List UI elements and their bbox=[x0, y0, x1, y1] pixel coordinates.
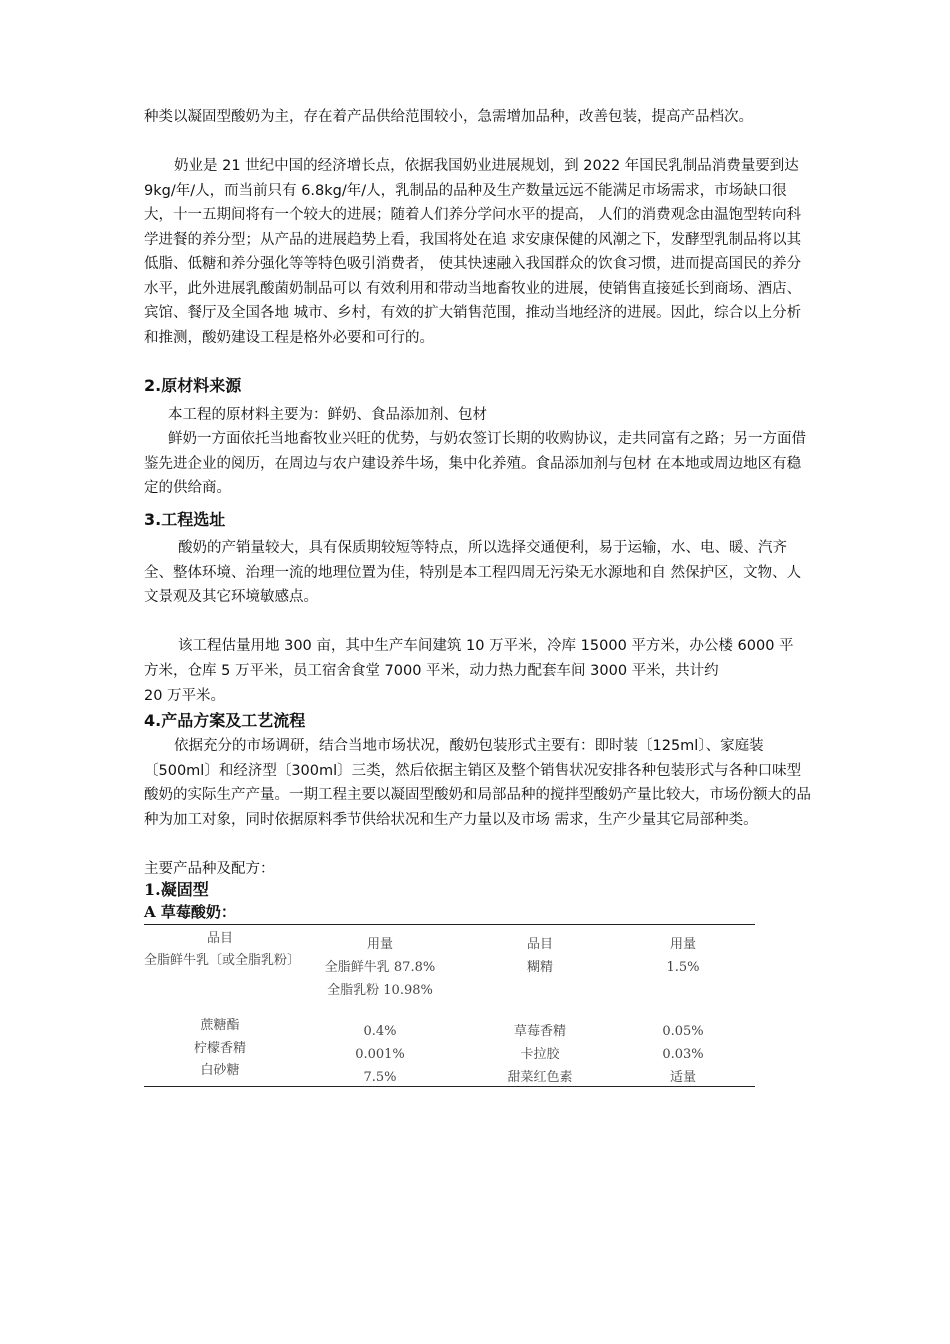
section-3-paragraph-2-tail: 20 万平米。 bbox=[144, 688, 226, 704]
table-header-amount-2: 用量 bbox=[669, 937, 696, 952]
table-cell-left-item: 蔗糖酯 bbox=[200, 1018, 240, 1033]
table-bottom-rule bbox=[144, 1086, 755, 1087]
table-cell-left-amount: 7.5% bbox=[363, 1070, 397, 1085]
section-2-paragraph-1: 本工程的原材料主要为：鲜奶、食品添加剂、包材 bbox=[168, 407, 487, 423]
section-3-paragraph-2: 该工程估量用地 300 亩，其中生产车间建筑 10 万平米，冷库 15000 平方米，办公楼 6000 平方米，仓库 5 万平米，员工宿舍食堂 7000 平米，动力热力配套车间 3000 平米，共计约 bbox=[144, 638, 794, 679]
table-cell-dextrin: 糊精 bbox=[526, 960, 553, 975]
subsection-solid-type: 1.凝固型 bbox=[144, 880, 209, 899]
table-cell-whole-milk: 全脂鲜牛乳〔或全脂乳粉〕 bbox=[144, 953, 301, 968]
section-3-paragraph-1: 酸奶的产销量较大，具有保质期较短等特点，所以选择交通便利，易于运输，水、电、暖、汽齐全、整体环境、治理一流的地理位置为佳，特别是本工程四周无污染无水源地和自 然保护区，文物、人文景观及其它环境敏感点。 bbox=[144, 540, 802, 605]
table-cell-right-item: 卡拉胶 bbox=[520, 1047, 560, 1062]
section-4-heading: 4.产品方案及工艺流程 bbox=[144, 711, 306, 730]
section-2-paragraph-2: 鲜奶一方面依托当地畜牧业兴旺的优势，与奶农签订长期的收购协议，走共同富有之路；另一方面借鉴先进企业的阅历，在周边与农户建设养牛场，集中化养殖。食品添加剂与包材 在本地或周边地区有稳定的供给商。 bbox=[144, 431, 806, 496]
table-cell-right-item: 甜菜红色素 bbox=[507, 1070, 573, 1085]
subsection-strawberry-yogurt: A 草莓酸奶： bbox=[144, 903, 236, 921]
table-header-item-1: 品目 bbox=[206, 931, 233, 946]
market-paragraph: 奶业是 21 世纪中国的经济增长点，依据我国奶业进展规划，到 2022 年国民乳制品消费量要到达 9kg/年/人，而当前只有 6.8kg/年/人，乳制品的品种及生产数量远远不能满足市场需求，市场缺口很大，十一五期间将有一个较大的进展；随着人们养分学问水平的提高， 人们的消费观念由温饱型转向科学进餐的养分型；从产品的进展趋势上看，我国将处在追 求安康保健的风潮之下，发酵型乳制品将以其低脂、低糖和养分强化等等特色吸引消费者， 使其快速融入我国群众的饮食习惯，进而提高国民的养分水平，此外进展乳酸菌奶制品可以 有效利用和带动当地畜牧业的进展，使销售直接延长到商场、酒店、宾馆、餐厅及全国各地 城市、乡村，有效的扩大销售范围，推动当地经济的进展。因此，综合以上分析和推测，酸奶建设工程是格外必要和可行的。 bbox=[144, 158, 802, 346]
table-header-item-2: 品目 bbox=[526, 937, 553, 952]
table-cell-left-amount: 0.4% bbox=[363, 1024, 397, 1039]
table-cell-left-amount: 0.001% bbox=[355, 1047, 405, 1062]
main-products-label: 主要产品种及配方： bbox=[144, 861, 275, 877]
table-cell-right-amount: 适量 bbox=[669, 1070, 696, 1085]
section-4-paragraph-1: 依据充分的市场调研，结合当地市场状况，酸奶包装形式主要有：即时装〔125ml〕、家庭装〔500ml〕和经济型〔300ml〕三类，然后依据主销区及整个销售状况安排各种包装形式与各种口味型酸奶的实际生产产量。一期工程主要以凝固型酸奶和局部品种的搅拌型酸奶产量比较大，市场份额大的品种为加工对象，同时依据原料季节供给状况和生产力量以及市场 需求，生产少量其它局部种类。 bbox=[144, 738, 811, 828]
section-3-heading: 3.工程选址 bbox=[144, 510, 226, 529]
table-cell-left-item: 柠檬香精 bbox=[193, 1041, 246, 1056]
table-cell-right-item: 草莓香精 bbox=[513, 1024, 566, 1039]
intro-paragraph-tail: 种类以凝固型酸奶为主，存在着产品供给范围较小，急需增加品种，改善包装，提高产品档次。 bbox=[144, 109, 753, 125]
table-top-rule bbox=[144, 924, 755, 925]
table-cell-right-amount: 0.03% bbox=[662, 1047, 704, 1062]
table-cell-dextrin-amount: 1.5% bbox=[666, 960, 700, 975]
table-cell-right-amount: 0.05% bbox=[662, 1024, 704, 1039]
table-header-amount-1: 用量 bbox=[366, 937, 393, 952]
table-cell-whole-milk-amount: 全脂鲜牛乳 87.8% bbox=[324, 960, 436, 975]
table-cell-milk-powder-amount: 全脂乳粉 10.98% bbox=[327, 983, 433, 998]
table-cell-left-item: 白砂糖 bbox=[200, 1063, 240, 1078]
section-2-heading: 2.原材料来源 bbox=[144, 376, 242, 395]
